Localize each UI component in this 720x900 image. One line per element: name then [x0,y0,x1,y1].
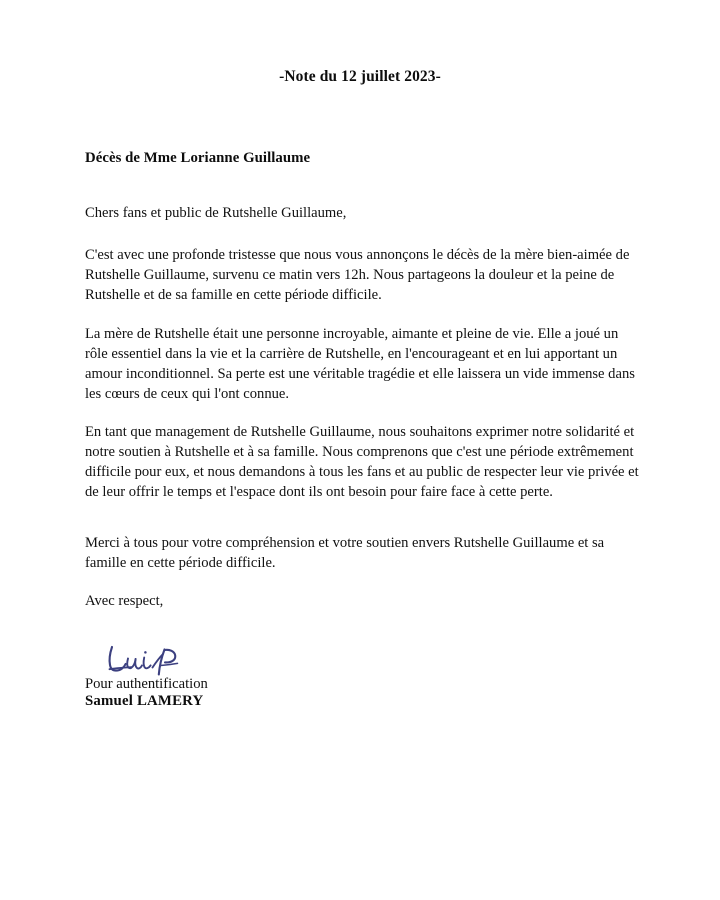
body-paragraph-4: Merci à tous pour votre compréhension et votre soutien envers Rutshelle Guillaume et sa famille en cette période difficile. [85,534,605,571]
body-paragraph-1: C'est avec une profonde tristesse que nous vous annonçons le décès de la mère bien-aimée de Rutshelle Guillaume, survenu ce matin vers 12h. Nous partageons la douleur et la peine de Rutshelle et de sa famille en cette période difficile. [85,247,630,304]
closing-line: Avec respect, [85,592,164,609]
body-paragraph-3: En tant que management de Rutshelle Guillaume, nous souhaitons exprimer notre solidarité et notre soutien à Rutshelle et à sa famille. Nous comprenons que c'est une période extrêmement difficile pour eux, et nous demandons à tous les fans et au public de respecter leur vie privée et de leur offrir le temps et l'espace dont ils ont besoin pour faire face à cette perte. [85,424,639,501]
salutation: Chers fans et public de Rutshelle Guillaume, [85,205,347,221]
signature-block [85,649,642,719]
signatory-name: Samuel LAMERY [85,692,204,709]
body-paragraph-2: La mère de Rutshelle était une personne incroyable, aimante et pleine de vie. Elle a joué un rôle essentiel dans la vie et la carrière de Rutshelle, en l'encourageant et en lui apportant un amour inconditionnel. Sa perte est une véritable tragédie et elle laissera un vide immense dans les cœurs de ceux qui l'ont connue. [85,325,635,402]
document-body [85,150,642,719]
authentication-label: Pour authentification [85,675,208,692]
subject-heading: Décès de Mme Lorianne Guillaume [85,150,311,166]
document-title: -Note du 12 juillet 2023- [279,68,441,85]
